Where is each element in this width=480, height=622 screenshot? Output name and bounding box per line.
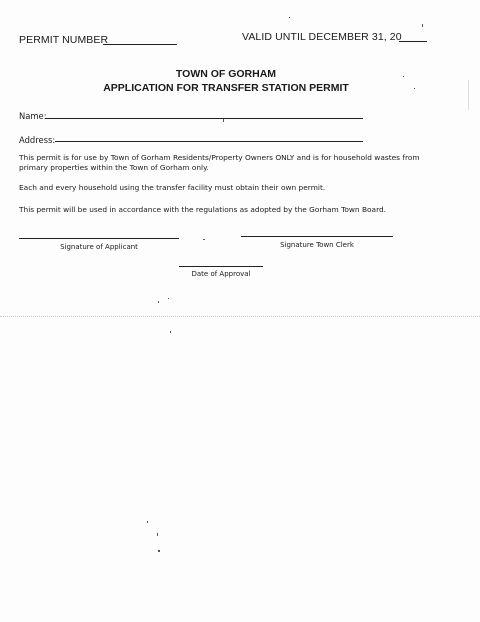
scan-speck — [289, 17, 290, 18]
scan-speck — [157, 533, 158, 536]
address-field-line[interactable] — [55, 141, 363, 142]
scan-speck — [223, 119, 224, 122]
scan-speck — [168, 298, 169, 299]
scan-speck — [422, 24, 423, 27]
form-title-application: APPLICATION FOR TRANSFER STATION PERMIT — [103, 82, 349, 94]
eligibility-paragraph: This permit is for use by Town of Gorham Residents/Property Owners ONLY and is for household wastes from primary properties within the Town of Gorham only. — [19, 153, 420, 172]
applicant-signature-line[interactable] — [19, 238, 179, 239]
applicant-signature-label: Signature of Applicant — [60, 243, 138, 251]
permit-number-blank[interactable] — [103, 44, 177, 45]
scan-speck — [158, 301, 159, 303]
scan-speck — [170, 331, 171, 333]
regulations-paragraph: This permit will be used in accordance with the regulations as adopted by the Gorham Town Board. — [19, 205, 387, 214]
household-permit-paragraph: Each and every household using the transfer facility must obtain their own permit. — [19, 183, 326, 192]
scan-speck — [403, 76, 404, 77]
name-field-line[interactable] — [45, 118, 363, 119]
clerk-signature-label: Signature Town Clerk — [280, 241, 354, 249]
clerk-signature-line[interactable] — [241, 236, 393, 237]
scan-speck — [147, 521, 148, 523]
permit-number-label: PERMIT NUMBER — [19, 34, 109, 46]
scan-speck — [203, 239, 205, 240]
scan-speck — [414, 88, 415, 89]
scan-artifact-line — [0, 316, 480, 317]
form-title-town: TOWN OF GORHAM — [175, 68, 277, 80]
approval-date-label: Date of Approval — [191, 270, 251, 278]
valid-until-year-blank[interactable] — [399, 41, 427, 42]
name-label: Name: — [19, 111, 47, 121]
address-label: Address: — [19, 135, 56, 145]
scan-speck — [158, 550, 160, 552]
approval-date-line[interactable] — [179, 266, 263, 267]
scan-edge-mark — [468, 80, 469, 110]
valid-until-label: VALID UNTIL DECEMBER 31, 20 — [242, 31, 402, 43]
